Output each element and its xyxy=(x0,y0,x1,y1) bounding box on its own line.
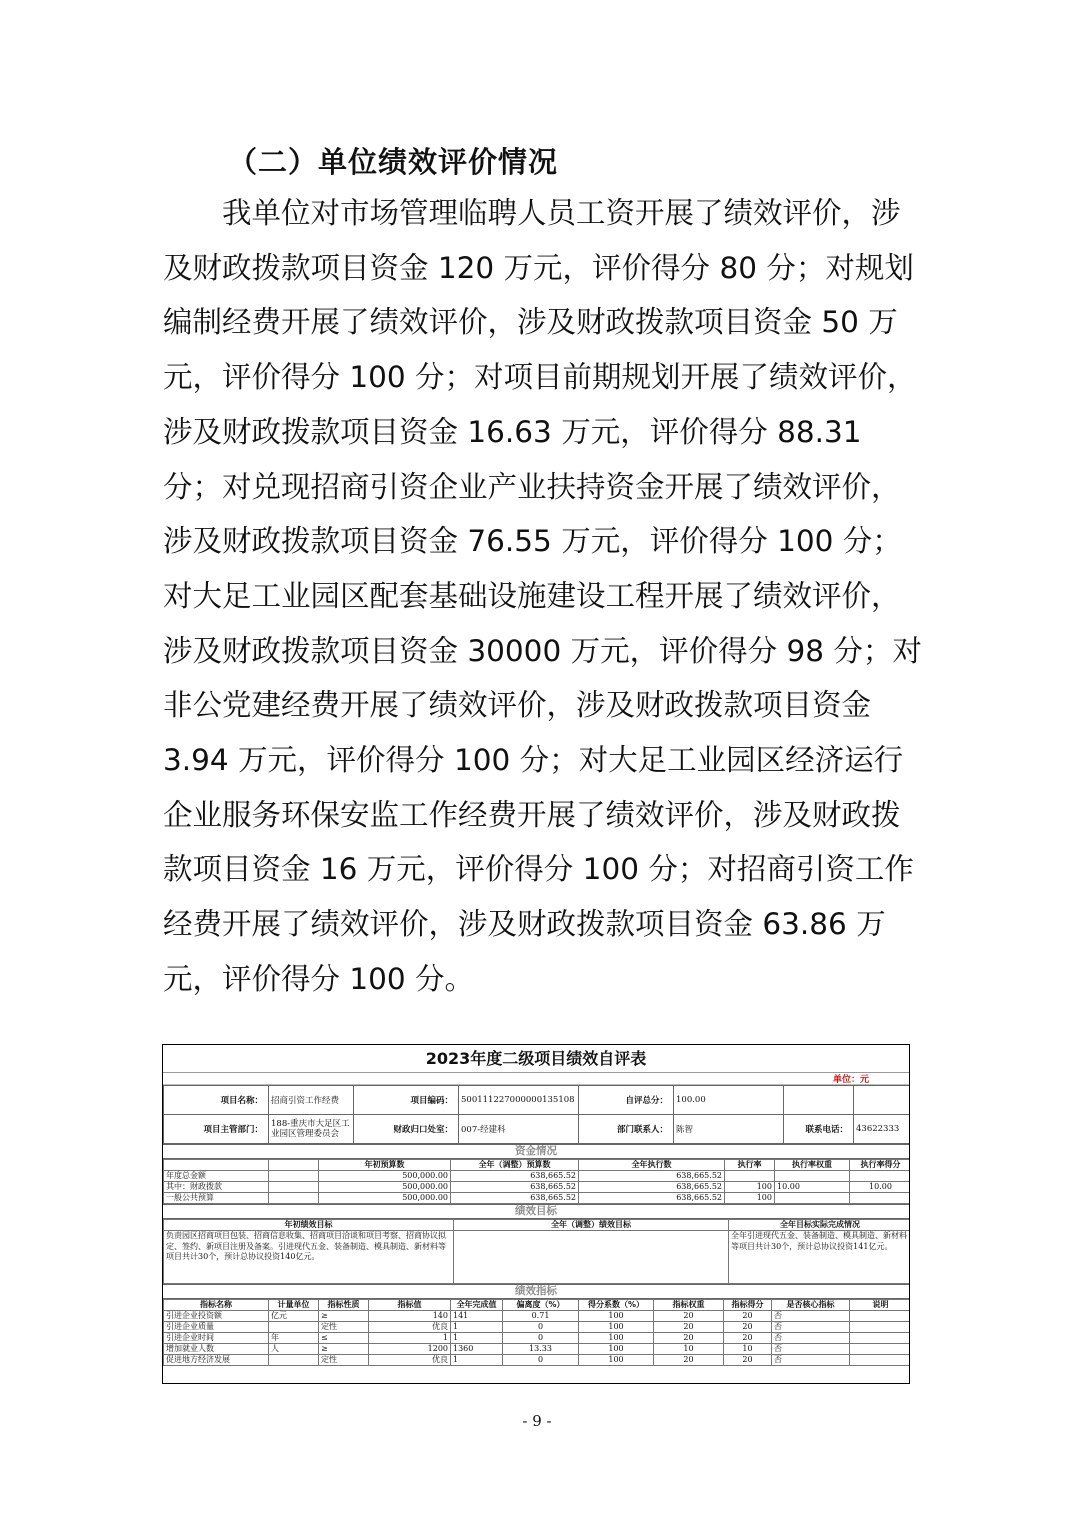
ind-unit: 人 xyxy=(269,1344,319,1355)
funds-executed: 638,665.52 xyxy=(579,1171,725,1182)
ind-row xyxy=(164,1333,911,1344)
self-score: 100.00 xyxy=(674,1086,784,1115)
funds-cell-blank xyxy=(269,1171,319,1182)
ind-deviation: 0 xyxy=(503,1322,579,1333)
ind-row xyxy=(164,1344,911,1355)
ind-deviation: 13.33 xyxy=(503,1344,579,1355)
dept-label: 项目主管部门： xyxy=(164,1115,269,1144)
goals-initial: 负责园区招商项目包装、招商信息收集、招商项目洽谈和项目考察、招商协议拟定、签约、新项目注册及备案。引进现代五金、装备制造、模具制造、新材料等项目共计30个，预计总协议投资140亿元。 xyxy=(164,1231,454,1284)
paragraph: 我单位对市场管理临聘人员工资开展了绩效评价，涉及财政拨款项目资金 120 万元，评价得分 80 分；对规划编制经费开展了绩效评价，涉及财政拨款项目资金 50 万元，评价得分 100 分；对项目前期规划开展了绩效评价，涉及财政拨款项目资金 16.63 万元，评价得分 88.31 分；对兑现招商引资企业产业扶持资金开展了绩效评价，涉及财政拨款项目资金 76.55 万元，评价得分 100 分；对大足工业园区配套基础设施建设工程开展了绩效评价，涉及财政拨款项目资金 30000 万元，评价得分 98 分；对非公党建经费开展了绩效评价，涉及财政拨款项目资金 3.94 万元，评价得分 100 分；对大足工业园区经济运行企业服务环保安监工作经费开展了绩效评价，涉及财政拨款项目资金 16 万元，评价得分 100 分；对招商引资工作经费开展了绩效评价，涉及财政拨款项目资金 63.86 万元，评价得分 100 分。 xyxy=(163,196,922,996)
project-info-table xyxy=(163,1085,910,1144)
funds-score: 10.00 xyxy=(850,1182,911,1193)
contact-label: 部门联系人： xyxy=(579,1115,674,1144)
ind-deviation: 0 xyxy=(503,1355,579,1366)
ind-weight: 20 xyxy=(654,1333,724,1344)
self-score-label: 自评总分： xyxy=(579,1086,674,1115)
ind-weight: 20 xyxy=(654,1355,724,1366)
ind-name: 引进企业投资额 xyxy=(164,1311,269,1322)
section-heading: （二）单位绩效评价情况 xyxy=(228,145,559,179)
goals-header-initial: 年初绩效目标 xyxy=(164,1220,454,1231)
ind-core: 否 xyxy=(772,1333,850,1344)
info-blank-2 xyxy=(854,1086,911,1115)
ind-unit: 年 xyxy=(269,1333,319,1344)
phone: 43622333 xyxy=(854,1115,911,1144)
funds-header-weight: 执行率权重 xyxy=(775,1160,850,1171)
indicators-table xyxy=(163,1299,910,1366)
funds-executed: 638,665.52 xyxy=(579,1182,725,1193)
ind-header-unit: 计量单位 xyxy=(269,1300,319,1311)
ind-weight: 20 xyxy=(654,1322,724,1333)
funds-budget: 500,000.00 xyxy=(319,1171,451,1182)
funds-budget: 500,000.00 xyxy=(319,1193,451,1204)
funds-header-score: 执行率得分 xyxy=(850,1160,911,1171)
unit-label: 单位：元 xyxy=(832,1075,869,1085)
ind-score: 10 xyxy=(724,1344,772,1355)
ind-target: 1 xyxy=(369,1333,451,1344)
ind-coef: 100 xyxy=(579,1311,654,1322)
ind-note xyxy=(850,1355,911,1366)
ind-note xyxy=(850,1322,911,1333)
ind-weight: 20 xyxy=(654,1311,724,1322)
ind-note xyxy=(850,1344,911,1355)
indicators-section-title: 绩效指标 xyxy=(163,1284,909,1299)
ind-nature: 定性 xyxy=(319,1322,369,1333)
ind-core: 否 xyxy=(772,1344,850,1355)
ind-score: 20 xyxy=(724,1355,772,1366)
ind-header-nature: 指标性质 xyxy=(319,1300,369,1311)
ind-coef: 100 xyxy=(579,1355,654,1366)
phone-label: 联系电话： xyxy=(784,1115,854,1144)
goals-header-actual: 全年目标实际完成情况 xyxy=(729,1220,911,1231)
ind-actual: 1 xyxy=(451,1322,503,1333)
info-row-2 xyxy=(164,1115,911,1144)
ind-header-score: 指标得分 xyxy=(724,1300,772,1311)
funds-rate xyxy=(725,1171,775,1182)
funds-name: 年度总金额 xyxy=(164,1171,269,1182)
ind-unit xyxy=(269,1355,319,1366)
contact: 陈智 xyxy=(674,1115,784,1144)
ind-core: 否 xyxy=(772,1311,850,1322)
table-title: 2023年度二级项目绩效自评表 xyxy=(163,1045,909,1073)
ind-header-row xyxy=(164,1300,911,1311)
funds-table xyxy=(163,1159,910,1204)
ind-header-note: 说明 xyxy=(850,1300,911,1311)
goals-row xyxy=(164,1231,911,1284)
ind-actual: 1 xyxy=(451,1355,503,1366)
ind-actual: 141 xyxy=(451,1311,503,1322)
project-name: 招商引资工作经费 xyxy=(269,1086,354,1115)
goals-header-adjusted: 全年（调整）绩效目标 xyxy=(454,1220,729,1231)
funds-row xyxy=(164,1171,911,1182)
info-row-1 xyxy=(164,1086,911,1115)
funds-header-rate: 执行率 xyxy=(725,1160,775,1171)
ind-target: 优良 xyxy=(369,1355,451,1366)
funds-header-blank xyxy=(164,1160,269,1171)
funds-section-title: 资金情况 xyxy=(163,1144,909,1159)
ind-header-name: 指标名称 xyxy=(164,1300,269,1311)
funds-adjusted: 638,665.52 xyxy=(451,1182,579,1193)
project-code: 500111227000000135108 xyxy=(459,1086,579,1115)
ind-row xyxy=(164,1322,911,1333)
ind-nature: ≥ xyxy=(319,1311,369,1322)
funds-executed: 638,665.52 xyxy=(579,1193,725,1204)
ind-nature: ≥ xyxy=(319,1344,369,1355)
ind-coef: 100 xyxy=(579,1344,654,1355)
funds-row xyxy=(164,1193,911,1204)
ind-name: 引进企业时间 xyxy=(164,1333,269,1344)
funds-name: 一般公共预算 xyxy=(164,1193,269,1204)
funds-weight xyxy=(775,1171,850,1182)
unit-row xyxy=(163,1073,909,1085)
funds-header-executed: 全年执行数 xyxy=(579,1160,725,1171)
ind-core: 否 xyxy=(772,1322,850,1333)
ind-target: 140 xyxy=(369,1311,451,1322)
ind-row xyxy=(164,1355,911,1366)
ind-unit: 亿元 xyxy=(269,1311,319,1322)
ind-deviation: 0 xyxy=(503,1333,579,1344)
ind-header-coef: 得分系数（%） xyxy=(579,1300,654,1311)
ind-row xyxy=(164,1311,911,1322)
ind-note xyxy=(850,1333,911,1344)
info-blank-1 xyxy=(784,1086,854,1115)
ind-score: 20 xyxy=(724,1322,772,1333)
funds-score xyxy=(850,1193,911,1204)
funds-score xyxy=(850,1171,911,1182)
funds-cell-blank xyxy=(269,1193,319,1204)
dept: 188-重庆市大足区工业园区管理委员会 xyxy=(269,1115,354,1144)
ind-header-deviation: 偏离度（%） xyxy=(503,1300,579,1311)
ind-name: 引进企业质量 xyxy=(164,1322,269,1333)
ind-target: 优良 xyxy=(369,1322,451,1333)
goals-section-title: 绩效目标 xyxy=(163,1204,909,1219)
finance-label: 财政归口处室： xyxy=(354,1115,459,1144)
goals-adjusted xyxy=(454,1231,729,1284)
funds-rate: 100 xyxy=(725,1182,775,1193)
ind-weight: 10 xyxy=(654,1344,724,1355)
ind-header-weight: 指标权重 xyxy=(654,1300,724,1311)
ind-coef: 100 xyxy=(579,1322,654,1333)
goals-header-row xyxy=(164,1220,911,1231)
ind-note xyxy=(850,1311,911,1322)
funds-adjusted: 638,665.52 xyxy=(451,1193,579,1204)
page-number: - 9 - xyxy=(522,1412,552,1430)
ind-score: 20 xyxy=(724,1311,772,1322)
ind-score: 20 xyxy=(724,1333,772,1344)
evaluation-table xyxy=(162,1044,910,1384)
funds-name: 其中：财政拨款 xyxy=(164,1182,269,1193)
funds-cell-blank xyxy=(269,1182,319,1193)
project-code-label: 项目编码： xyxy=(354,1086,459,1115)
ind-name: 促进地方经济发展 xyxy=(164,1355,269,1366)
ind-coef: 100 xyxy=(579,1333,654,1344)
funds-row xyxy=(164,1182,911,1193)
funds-adjusted: 638,665.52 xyxy=(451,1171,579,1182)
funds-header-blank-2 xyxy=(269,1160,319,1171)
ind-target: 1200 xyxy=(369,1344,451,1355)
finance: 007-经建科 xyxy=(459,1115,579,1144)
ind-header-core: 是否核心指标 xyxy=(772,1300,850,1311)
funds-header-budget: 年初预算数 xyxy=(319,1160,451,1171)
ind-header-actual: 全年完成值 xyxy=(451,1300,503,1311)
body-paragraph-block xyxy=(163,186,923,1007)
ind-name: 增加就业人数 xyxy=(164,1344,269,1355)
ind-unit xyxy=(269,1322,319,1333)
ind-header-target: 指标值 xyxy=(369,1300,451,1311)
ind-nature: 定性 xyxy=(319,1355,369,1366)
ind-actual: 1 xyxy=(451,1333,503,1344)
ind-deviation: 0.71 xyxy=(503,1311,579,1322)
ind-nature: ≤ xyxy=(319,1333,369,1344)
funds-budget: 500,000.00 xyxy=(319,1182,451,1193)
funds-header-adjusted: 全年（调整）预算数 xyxy=(451,1160,579,1171)
goals-actual: 全年引进现代五金、装备制造、模具制造、新材料等项目共计30个，预计总协议投资141亿元。 xyxy=(729,1231,911,1284)
funds-weight xyxy=(775,1193,850,1204)
project-name-label: 项目名称： xyxy=(164,1086,269,1115)
funds-weight: 10.00 xyxy=(775,1182,850,1193)
funds-rate: 100 xyxy=(725,1193,775,1204)
ind-actual: 1360 xyxy=(451,1344,503,1355)
funds-header-row xyxy=(164,1160,911,1171)
ind-core: 否 xyxy=(772,1355,850,1366)
goals-table xyxy=(163,1219,910,1284)
